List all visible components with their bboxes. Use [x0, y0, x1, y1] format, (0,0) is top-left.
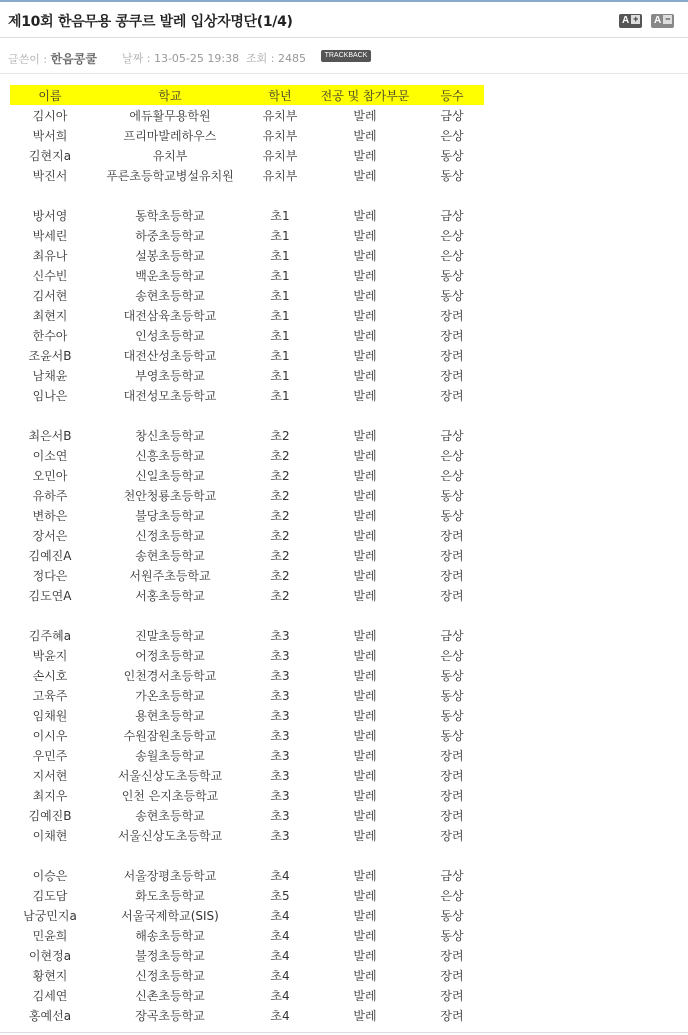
cell-name: 박윤지	[32, 648, 68, 663]
cell-category: 발레	[353, 248, 377, 263]
cell-rank: 은상	[440, 448, 464, 463]
cell-name: 장서은	[32, 528, 68, 543]
cell-grade: 유치부	[262, 108, 298, 123]
cell-name: 황현지	[32, 968, 68, 983]
cell-category: 발레	[353, 108, 377, 123]
cell-grade: 초1	[270, 368, 290, 383]
cell-name: 김주혜a	[28, 628, 72, 643]
cell-category: 발레	[353, 528, 377, 543]
cell-category: 발레	[353, 568, 377, 583]
cell-rank: 장려	[440, 348, 464, 363]
cell-category: 발레	[353, 468, 377, 483]
cell-grade: 초1	[270, 208, 290, 223]
cell-category: 발레	[353, 388, 377, 403]
cell-school: 서울신상도초등학교	[117, 768, 223, 783]
cell-category: 발레	[353, 448, 377, 463]
cell-school: 수원잠원초등학교	[123, 728, 217, 743]
cell-school: 서울국제학교(SIS)	[121, 908, 219, 923]
cell-school: 불정초등학교	[135, 948, 205, 963]
table-row	[10, 105, 484, 125]
cell-name: 이시우	[32, 728, 68, 743]
cell-category: 발레	[353, 628, 377, 643]
cell-rank: 은상	[440, 468, 464, 483]
cell-name: 김서현	[32, 288, 68, 303]
table-row	[10, 945, 484, 965]
table-row	[10, 285, 484, 305]
cell-rank: 장려	[440, 328, 464, 343]
table-row	[10, 625, 484, 645]
author-label: 글쓴이 :	[8, 53, 48, 66]
cell-name: 최지우	[32, 788, 68, 803]
table-row	[10, 445, 484, 465]
date-label: 날짜 :	[122, 52, 151, 65]
cell-rank: 금상	[440, 428, 464, 443]
cell-category: 발레	[353, 668, 377, 683]
bottom-divider	[0, 1032, 688, 1033]
cell-grade: 초3	[270, 648, 290, 663]
cell-category: 발레	[353, 208, 377, 223]
post-meta	[0, 38, 688, 74]
cell-school: 화도초등학교	[135, 888, 205, 903]
table-row	[10, 125, 484, 145]
cell-rank: 은상	[440, 128, 464, 143]
header-rank: 등수	[420, 85, 484, 105]
font-larger-label: A	[622, 15, 630, 26]
cell-category: 발레	[353, 748, 377, 763]
cell-name: 박서희	[32, 128, 68, 143]
cell-grade: 초2	[270, 528, 290, 543]
cell-category: 발레	[353, 168, 377, 183]
cell-name: 김세연	[32, 988, 68, 1003]
table-row	[10, 145, 484, 165]
minus-icon: −	[665, 14, 671, 24]
cell-category: 발레	[353, 368, 377, 383]
cell-school: 송현초등학교	[135, 288, 205, 303]
table-row	[10, 665, 484, 685]
header-name: 이름	[10, 85, 90, 105]
table-row	[10, 265, 484, 285]
group-spacer	[10, 405, 484, 425]
table-row	[10, 805, 484, 825]
cell-school: 신일초등학교	[135, 468, 205, 483]
table-row	[10, 245, 484, 265]
cell-name: 변하은	[32, 508, 68, 523]
cell-name: 이채현	[32, 828, 68, 843]
cell-school: 대전삼육초등학교	[123, 308, 217, 323]
cell-school: 불당초등학교	[135, 508, 205, 523]
table-row	[10, 545, 484, 565]
cell-school: 해송초등학교	[135, 928, 205, 943]
cell-school: 인성초등학교	[135, 328, 205, 343]
cell-category: 발레	[353, 708, 377, 723]
header-school: 학교	[90, 85, 250, 105]
cell-grade: 초4	[270, 1008, 290, 1023]
cell-rank: 장려	[440, 368, 464, 383]
cell-name: 고육주	[32, 688, 68, 703]
cell-category: 발레	[353, 268, 377, 283]
font-smaller-button[interactable]	[651, 14, 674, 28]
cell-grade: 초1	[270, 248, 290, 263]
cell-grade: 초2	[270, 548, 290, 563]
cell-school: 서원주초등학교	[129, 568, 211, 583]
cell-rank: 장려	[440, 1008, 464, 1023]
cell-name: 정다은	[32, 568, 68, 583]
cell-rank: 은상	[440, 888, 464, 903]
cell-category: 발레	[353, 688, 377, 703]
cell-name: 박진서	[32, 168, 68, 183]
cell-school: 어정초등학교	[135, 648, 205, 663]
cell-grade: 초2	[270, 488, 290, 503]
cell-category: 발레	[353, 908, 377, 923]
cell-school: 서홍초등학교	[135, 588, 205, 603]
cell-school: 부영초등학교	[135, 368, 205, 383]
cell-category: 발레	[353, 428, 377, 443]
cell-school: 신정초등학교	[135, 968, 205, 983]
cell-category: 발레	[353, 648, 377, 663]
table-row	[10, 585, 484, 605]
cell-rank: 장려	[440, 988, 464, 1003]
cell-rank: 은상	[440, 248, 464, 263]
cell-grade: 초3	[270, 808, 290, 823]
cell-name: 남채윤	[32, 368, 68, 383]
cell-name: 손시호	[32, 668, 68, 683]
cell-school: 송현초등학교	[135, 548, 205, 563]
cell-school: 인천경서초등학교	[123, 668, 217, 683]
cell-school: 서울장평초등학교	[123, 868, 217, 883]
cell-school: 서울신상도초등학교	[117, 828, 223, 843]
cell-name: 김도담	[32, 888, 68, 903]
cell-rank: 동상	[440, 488, 464, 503]
cell-school: 대전산성초등학교	[123, 348, 217, 363]
cell-name: 임나은	[32, 388, 68, 403]
cell-name: 조윤서B	[28, 348, 72, 363]
group-spacer	[10, 605, 484, 625]
cell-grade: 초1	[270, 348, 290, 363]
table-row	[10, 365, 484, 385]
cell-school: 천안청룡초등학교	[123, 488, 217, 503]
cell-school: 설봉초등학교	[135, 248, 205, 263]
cell-grade: 초2	[270, 588, 290, 603]
cell-name: 최유나	[32, 248, 68, 263]
cell-rank: 동상	[440, 668, 464, 683]
cell-category: 발레	[353, 948, 377, 963]
cell-rank: 장려	[440, 568, 464, 583]
table-row	[10, 745, 484, 765]
cell-rank: 금상	[440, 868, 464, 883]
cell-grade: 유치부	[262, 148, 298, 163]
cell-category: 발레	[353, 228, 377, 243]
cell-grade: 초3	[270, 668, 290, 683]
cell-name: 임채원	[32, 708, 68, 723]
cell-grade: 초4	[270, 868, 290, 883]
cell-name: 유하주	[32, 488, 68, 503]
table-row	[10, 525, 484, 545]
cell-school: 진말초등학교	[135, 628, 205, 643]
cell-school: 창신초등학교	[135, 428, 205, 443]
cell-name: 우민주	[32, 748, 68, 763]
cell-rank: 장려	[440, 948, 464, 963]
cell-category: 발레	[353, 288, 377, 303]
cell-rank: 동상	[440, 168, 464, 183]
cell-category: 발레	[353, 148, 377, 163]
cell-rank: 동상	[440, 508, 464, 523]
spacer-cell	[10, 845, 484, 865]
cell-school: 장곡초등학교	[135, 1008, 205, 1023]
date-info	[122, 50, 239, 66]
cell-name: 김예진A	[28, 548, 72, 563]
table-row	[10, 865, 484, 885]
cell-rank: 동상	[440, 728, 464, 743]
awards-body	[10, 105, 484, 1025]
cell-name: 홍예선a	[28, 1008, 72, 1023]
spacer-cell	[10, 405, 484, 425]
cell-grade: 유치부	[262, 128, 298, 143]
table-row	[10, 325, 484, 345]
author-info	[8, 50, 97, 67]
table-row	[10, 305, 484, 325]
table-row	[10, 385, 484, 405]
table-row	[10, 985, 484, 1005]
cell-rank: 장려	[440, 308, 464, 323]
cell-category: 발레	[353, 988, 377, 1003]
cell-category: 발레	[353, 968, 377, 983]
cell-category: 발레	[353, 588, 377, 603]
table-row	[10, 825, 484, 845]
cell-category: 발레	[353, 348, 377, 363]
table-row	[10, 705, 484, 725]
views-label: 조회 :	[246, 52, 275, 65]
cell-name: 김예진B	[28, 808, 72, 823]
spacer-cell	[10, 185, 484, 205]
cell-grade: 초2	[270, 508, 290, 523]
cell-rank: 장려	[440, 388, 464, 403]
cell-school: 프리마발레하우스	[123, 128, 217, 143]
cell-name: 김현지a	[28, 148, 72, 163]
cell-name: 이소연	[32, 448, 68, 463]
cell-rank: 장려	[440, 588, 464, 603]
cell-name: 민윤희	[32, 928, 68, 943]
table-row	[10, 465, 484, 485]
header-grade: 학년	[250, 85, 310, 105]
cell-name: 이현정a	[28, 948, 72, 963]
cell-grade: 초1	[270, 288, 290, 303]
cell-name: 박세린	[32, 228, 68, 243]
cell-category: 발레	[353, 808, 377, 823]
cell-school: 대전성모초등학교	[123, 388, 217, 403]
cell-grade: 초3	[270, 708, 290, 723]
post-header	[0, 0, 688, 38]
cell-name: 오민아	[32, 468, 68, 483]
cell-grade: 초4	[270, 928, 290, 943]
cell-rank: 장려	[440, 748, 464, 763]
table-row	[10, 345, 484, 365]
cell-category: 발레	[353, 768, 377, 783]
cell-grade: 초4	[270, 948, 290, 963]
group-spacer	[10, 185, 484, 205]
cell-name: 이승은	[32, 868, 68, 883]
table-row	[10, 425, 484, 445]
cell-grade: 초4	[270, 988, 290, 1003]
font-larger-button[interactable]	[619, 14, 642, 28]
cell-grade: 초3	[270, 688, 290, 703]
cell-school: 송현초등학교	[135, 808, 205, 823]
spacer-cell	[10, 605, 484, 625]
cell-grade: 초1	[270, 388, 290, 403]
cell-name: 남궁민지a	[23, 908, 77, 923]
cell-grade: 초2	[270, 448, 290, 463]
font-smaller-label: A	[654, 15, 662, 26]
cell-category: 발레	[353, 328, 377, 343]
cell-name: 김시아	[32, 108, 68, 123]
cell-school: 신정초등학교	[135, 528, 205, 543]
trackback-button[interactable]: TRACKBACK	[321, 50, 371, 62]
cell-school: 에듀활무용학원	[129, 108, 211, 123]
table-row	[10, 1005, 484, 1025]
cell-rank: 동상	[440, 928, 464, 943]
cell-name: 신수빈	[32, 268, 68, 283]
cell-school: 백운초등학교	[135, 268, 205, 283]
cell-rank: 동상	[440, 268, 464, 283]
cell-category: 발레	[353, 828, 377, 843]
cell-rank: 장려	[440, 828, 464, 843]
cell-rank: 장려	[440, 808, 464, 823]
table-row	[10, 765, 484, 785]
cell-rank: 금상	[440, 108, 464, 123]
cell-grade: 초3	[270, 628, 290, 643]
cell-grade: 초3	[270, 728, 290, 743]
cell-rank: 금상	[440, 208, 464, 223]
table-row	[10, 905, 484, 925]
cell-school: 인천 은지초등학교	[121, 788, 219, 803]
cell-rank: 장려	[440, 548, 464, 563]
cell-school: 신흥초등학교	[135, 448, 205, 463]
cell-grade: 초1	[270, 228, 290, 243]
cell-school: 푸른초등학교병설유치원	[106, 168, 234, 183]
cell-category: 발레	[353, 888, 377, 903]
group-spacer	[10, 845, 484, 865]
cell-grade: 초1	[270, 308, 290, 323]
cell-grade: 초4	[270, 968, 290, 983]
cell-name: 최현지	[32, 308, 68, 323]
cell-grade: 초3	[270, 828, 290, 843]
cell-grade: 초5	[270, 888, 290, 903]
table-row	[10, 225, 484, 245]
author-name[interactable]: 한음콩쿨	[50, 52, 97, 66]
awards-table	[10, 85, 484, 1025]
cell-name: 김도연A	[28, 588, 72, 603]
table-row	[10, 485, 484, 505]
plus-icon: +	[633, 14, 639, 24]
cell-grade: 초4	[270, 908, 290, 923]
cell-grade: 초3	[270, 768, 290, 783]
table-row	[10, 645, 484, 665]
header-category: 전공 및 참가부문	[310, 85, 420, 105]
cell-grade: 유치부	[262, 168, 298, 183]
cell-school: 하중초등학교	[135, 228, 205, 243]
table-row	[10, 965, 484, 985]
cell-grade: 초3	[270, 748, 290, 763]
table-row	[10, 165, 484, 185]
cell-school: 신촌초등학교	[135, 988, 205, 1003]
table-row	[10, 205, 484, 225]
cell-name: 방서영	[32, 208, 68, 223]
views-info	[246, 50, 306, 66]
table-row	[10, 685, 484, 705]
cell-category: 발레	[353, 1008, 377, 1023]
cell-grade: 초2	[270, 568, 290, 583]
cell-rank: 은상	[440, 228, 464, 243]
cell-name: 최은서B	[28, 428, 72, 443]
cell-grade: 초2	[270, 428, 290, 443]
table-row	[10, 565, 484, 585]
cell-category: 발레	[353, 508, 377, 523]
table-header-row	[10, 85, 484, 105]
cell-category: 발레	[353, 308, 377, 323]
cell-category: 발레	[353, 788, 377, 803]
cell-category: 발레	[353, 128, 377, 143]
cell-rank: 동상	[440, 288, 464, 303]
cell-grade: 초3	[270, 788, 290, 803]
table-row	[10, 885, 484, 905]
post-title: 제10회 한음무용 콩쿠르 발레 입상자명단(1/4)	[8, 14, 293, 30]
cell-name: 지서현	[32, 768, 68, 783]
cell-rank: 은상	[440, 648, 464, 663]
cell-rank: 장려	[440, 788, 464, 803]
cell-category: 발레	[353, 728, 377, 743]
table-row	[10, 925, 484, 945]
cell-rank: 장려	[440, 968, 464, 983]
cell-school: 송월초등학교	[135, 748, 205, 763]
cell-rank: 동상	[440, 688, 464, 703]
cell-school: 유치부	[152, 148, 188, 163]
cell-rank: 장려	[440, 768, 464, 783]
cell-rank: 금상	[440, 628, 464, 643]
cell-grade: 초1	[270, 328, 290, 343]
cell-grade: 초2	[270, 468, 290, 483]
cell-category: 발레	[353, 868, 377, 883]
cell-rank: 동상	[440, 148, 464, 163]
cell-school: 가온초등학교	[135, 688, 205, 703]
cell-category: 발레	[353, 928, 377, 943]
table-row	[10, 725, 484, 745]
views-value: 2485	[277, 52, 306, 65]
cell-name: 한수아	[32, 328, 68, 343]
cell-category: 발레	[353, 548, 377, 563]
cell-rank: 동상	[440, 908, 464, 923]
table-row	[10, 785, 484, 805]
cell-rank: 동상	[440, 708, 464, 723]
cell-grade: 초1	[270, 268, 290, 283]
cell-school: 용현초등학교	[135, 708, 205, 723]
cell-rank: 장려	[440, 528, 464, 543]
cell-school: 동학초등학교	[135, 208, 205, 223]
cell-category: 발레	[353, 488, 377, 503]
date-value: 13-05-25 19:38	[153, 52, 240, 65]
table-row	[10, 505, 484, 525]
